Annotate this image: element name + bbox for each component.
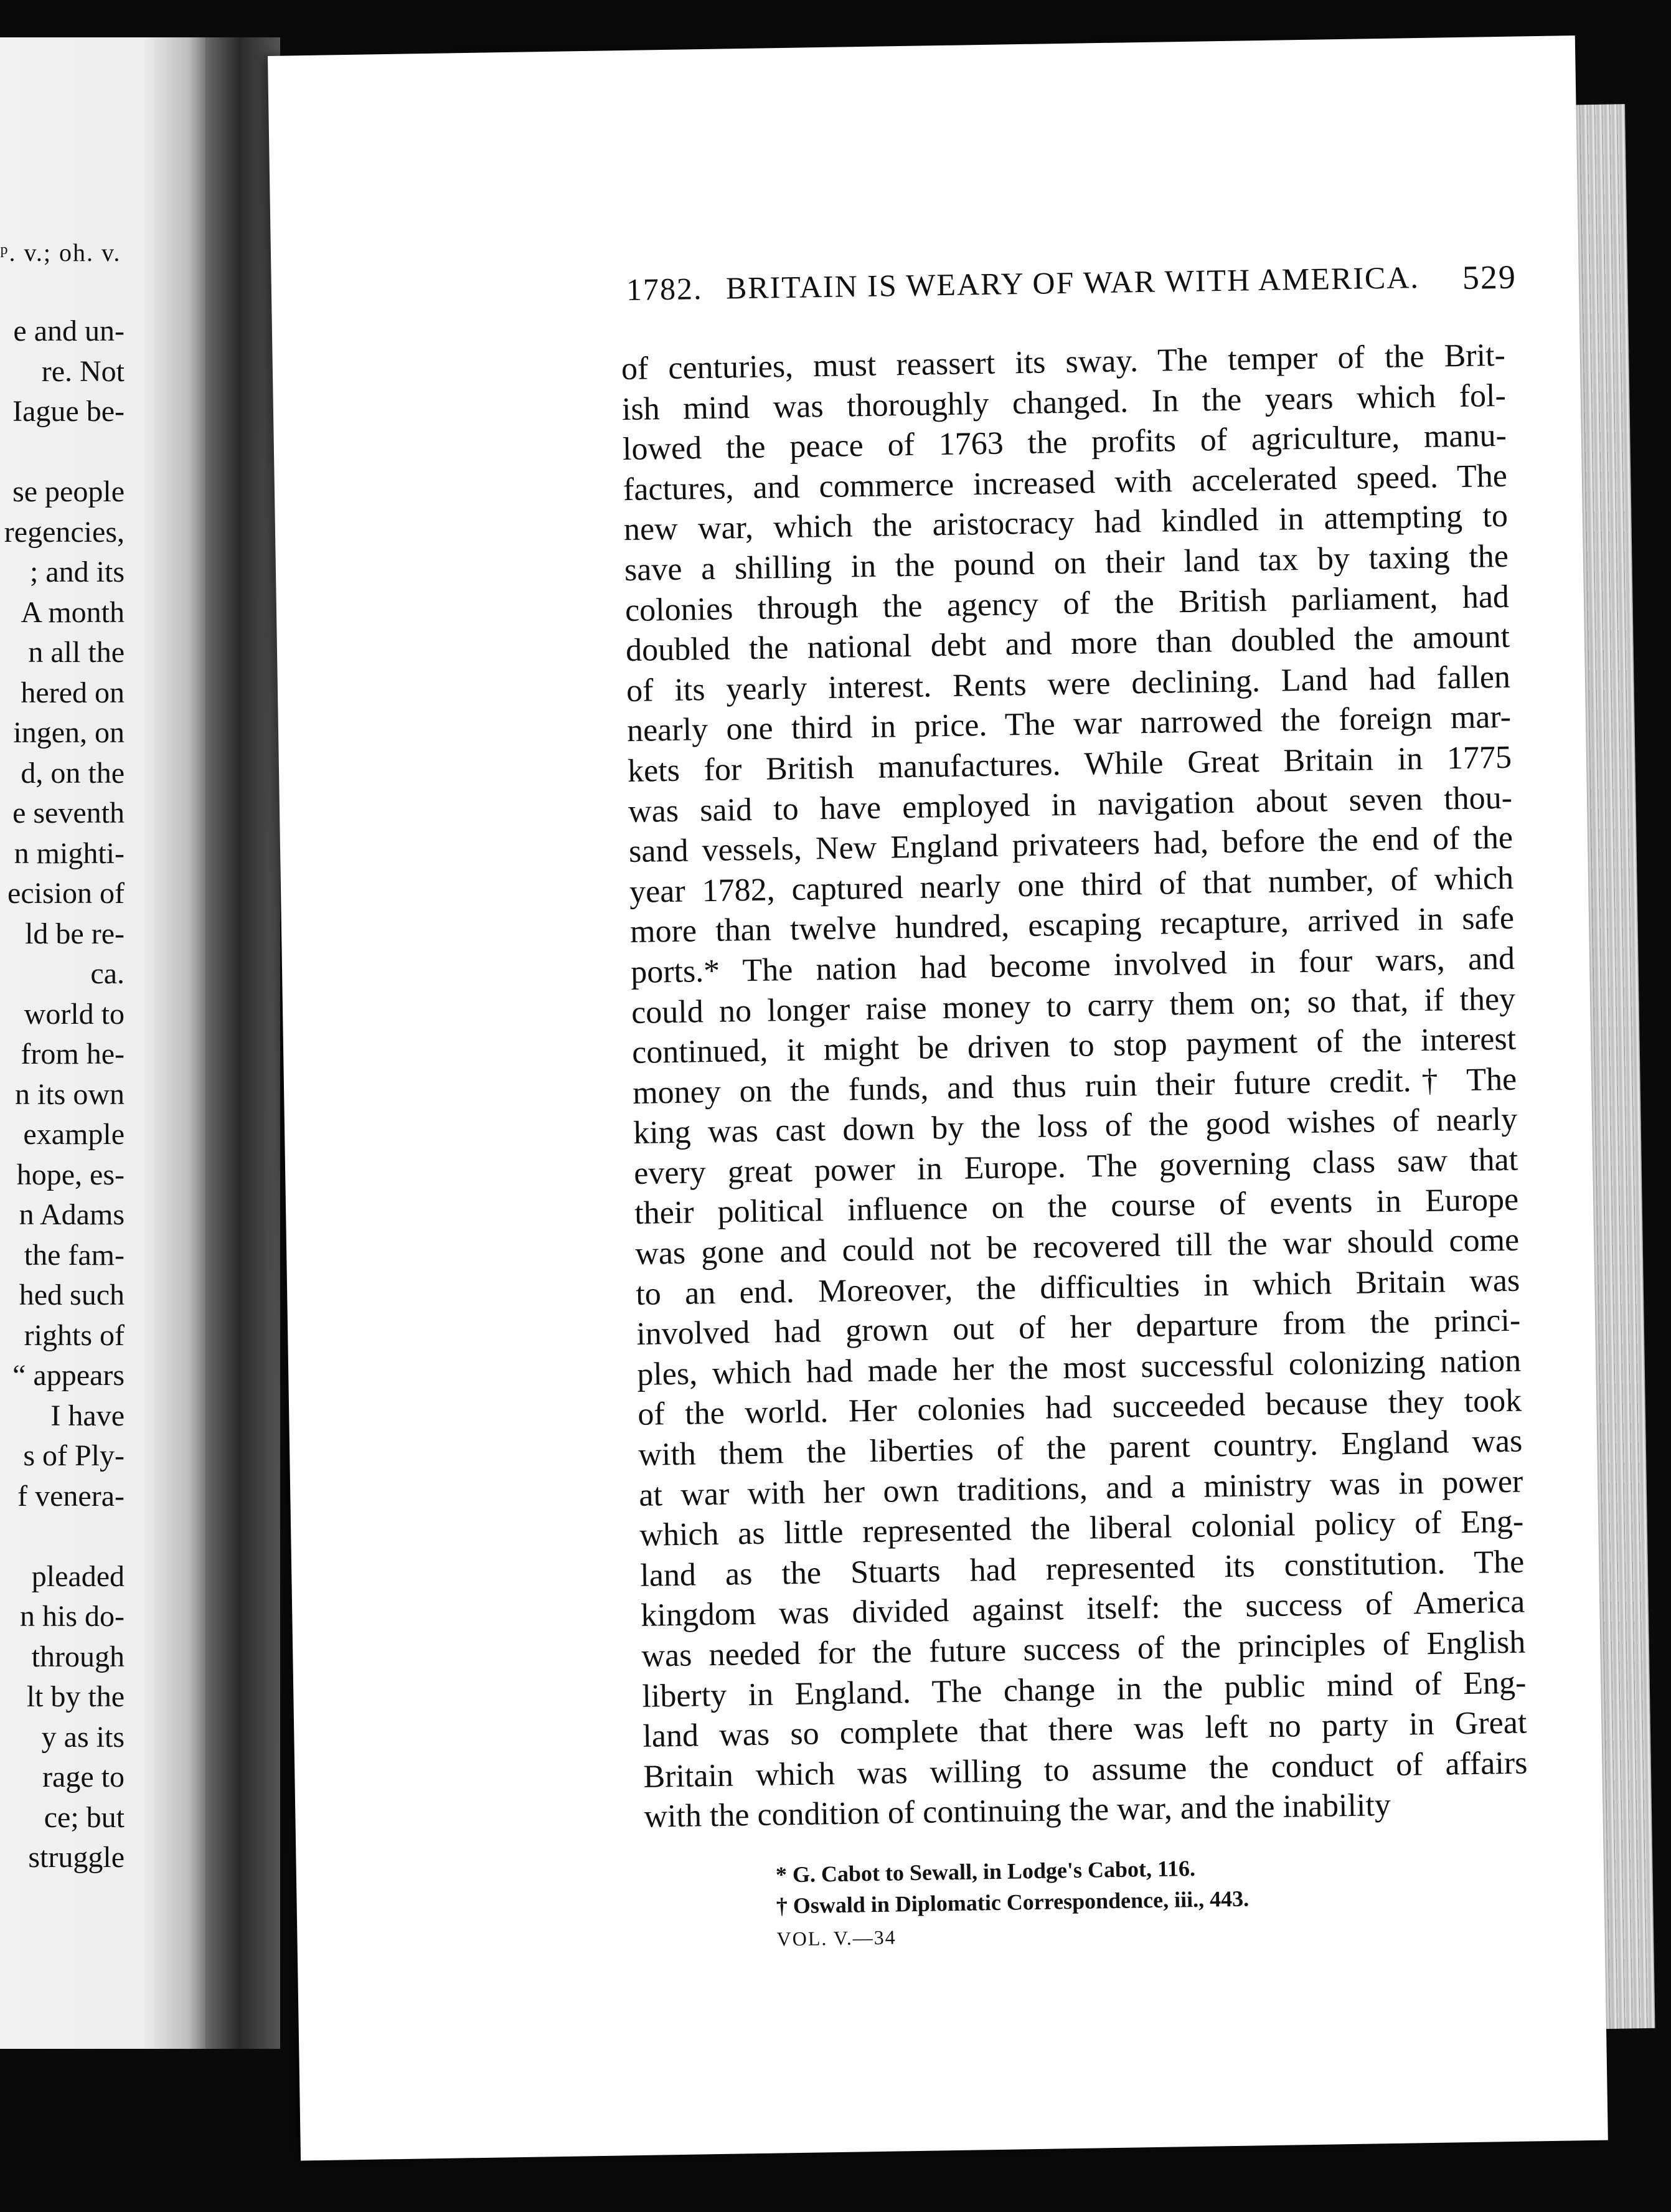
text-line: ish mind was thoroughly changed. In the years which fol-: [621, 377, 1507, 427]
text-line: with them the liberties of the parent country. England was: [638, 1423, 1523, 1473]
left-text-line: se people: [12, 475, 125, 508]
left-running-head: ᵖ. v.; oh. v.: [0, 239, 121, 267]
text-line: ples, which had made her the most successful colonizing nation: [636, 1343, 1522, 1392]
left-text-line: n its own: [14, 1077, 125, 1111]
left-text-line: A month: [21, 595, 125, 629]
left-page: [0, 37, 205, 2049]
left-text-line: hed such: [19, 1279, 125, 1312]
left-text-line: n Adams: [19, 1198, 125, 1231]
text-line: their political influence on the course of events in Europe: [634, 1182, 1519, 1232]
text-line: year 1782, captured nearly one third of that number, of which: [629, 860, 1514, 910]
left-text-line: s of Ply-: [23, 1439, 125, 1472]
left-text-line: pleaded: [31, 1559, 125, 1593]
left-text-line: through: [31, 1640, 125, 1673]
left-text-line: n mighti-: [14, 836, 125, 870]
text-line: was said to have employed in navigation about seven thou-: [628, 780, 1513, 830]
left-text-line: ld be re-: [25, 917, 125, 950]
text-line: involved had grown out of her departure from the princi-: [636, 1302, 1521, 1353]
text-line: Britain which was willing to assume the conduct of affairs: [643, 1745, 1528, 1795]
text-line: save a shilling in the pound on their land tax by taxing the: [624, 538, 1509, 588]
left-text-line: ca.: [90, 957, 125, 990]
running-head: [626, 258, 1517, 307]
left-text-line: rage to: [42, 1761, 125, 1794]
left-text-line: e and un-: [13, 314, 125, 347]
book-gutter: [205, 37, 280, 2049]
text-line: of centuries, must reassert its sway. The temper of the Brit-: [621, 337, 1506, 387]
left-text-line: y as its: [41, 1720, 125, 1754]
page-number: 529: [1462, 258, 1517, 296]
text-line: of its yearly interest. Rents were declining. Land had fallen: [626, 659, 1511, 709]
footnotes: [776, 1850, 1399, 1922]
left-text-line: re. Not: [41, 354, 125, 388]
text-line: colonies through the agency of the British parliament, had: [624, 579, 1510, 628]
left-text-line: [0, 1516, 125, 1557]
text-line: was needed for the future success of the principles of English: [641, 1624, 1526, 1674]
text-line: land was so complete that there was left no party in Great: [643, 1704, 1527, 1755]
left-text-line: [0, 432, 125, 473]
left-text-line: n his do-: [20, 1600, 125, 1633]
left-text-line: I have: [50, 1399, 125, 1432]
left-text-line: “ appears: [12, 1359, 125, 1392]
left-text-line: ; and its: [30, 555, 125, 588]
text-line: with the condition of continuing the war, and the inability: [644, 1787, 1391, 1835]
left-text-line: f venera-: [17, 1479, 125, 1513]
left-text-line: hope, es-: [16, 1158, 125, 1191]
text-line: nearly one third in price. The war narrowed the foreign mar-: [626, 699, 1512, 749]
text-line: sand vessels, New England privateers had, before the end of the: [628, 820, 1513, 870]
text-line: new war, which the aristocracy had kindled in attempting to: [623, 498, 1509, 548]
footnote: † Oswald in Diplomatic Correspondence, iii., 443.: [776, 1886, 1250, 1919]
text-line: ports.* The nation had become involved in four wars, and: [630, 940, 1515, 990]
text-line: kingdom was divided against itself: the success of America: [640, 1584, 1525, 1634]
running-head-title: BRITAIN IS WEARY OF WAR WITH AMERICA.: [725, 259, 1420, 306]
text-line: money on the funds, and thus ruin their future credit.† The: [632, 1061, 1517, 1111]
left-text-line: Iague be-: [12, 395, 125, 428]
text-line: at war with her own traditions, and a ministry was in power: [638, 1463, 1523, 1513]
signature-mark: VOL. V.—34: [776, 1926, 897, 1950]
text-line: to an end. Moreover, the difficulties in which Britain was: [635, 1262, 1520, 1312]
left-text-line: ecision of: [7, 877, 125, 910]
text-line: was gone and could not be recovered till the war should come: [634, 1222, 1520, 1272]
text-line: continued, it might be driven to stop payment of the interest: [631, 1021, 1517, 1071]
text-line: which as little represented the liberal colonial policy of Eng-: [639, 1503, 1524, 1554]
left-text-line: the fam-: [24, 1238, 125, 1272]
left-text-line: d, on the: [21, 756, 125, 790]
text-line: land as the Stuarts had represented its constitution. The: [639, 1544, 1525, 1594]
left-text-line: n all the: [28, 636, 125, 669]
text-line: could no longer raise money to carry them on; so that, if they: [631, 981, 1516, 1031]
text-line: kets for British manufactures. While Great Britain in 1775: [627, 739, 1512, 789]
body-text: [621, 336, 1528, 1838]
text-line: liberty in England. The change in the public mind of Eng-: [641, 1665, 1527, 1714]
running-head-year: 1782.: [626, 271, 703, 307]
left-text-line: ingen, on: [13, 716, 125, 749]
left-text-line: e seventh: [12, 796, 125, 830]
left-page-text: [0, 311, 125, 1878]
left-text-line: struggle: [28, 1841, 125, 1874]
left-text-line: regencies,: [4, 515, 125, 549]
text-line: factures, and commerce increased with accelerated speed. The: [623, 458, 1508, 508]
text-line: more than twelve hundred, escaping recapture, arrived in safe: [629, 900, 1515, 950]
left-text-line: lt by the: [26, 1680, 125, 1713]
footnote: * G. Cabot to Sewall, in Lodge's Cabot, 116.: [775, 1855, 1196, 1888]
left-text-line: from he-: [21, 1037, 125, 1071]
text-line: of the world. Her colonies had succeeded because they took: [637, 1383, 1522, 1433]
left-text-line: example: [23, 1118, 125, 1151]
text-line: lowed the peace of 1763 the profits of agriculture, manu-: [622, 418, 1507, 468]
text-line: every great power in Europe. The governing class saw that: [633, 1141, 1518, 1191]
left-text-line: ce; but: [44, 1800, 125, 1834]
text-line: king was cast down by the loss of the good wishes of nearly: [633, 1101, 1518, 1151]
text-line: doubled the national debt and more than doubled the amount: [625, 618, 1510, 669]
left-text-line: rights of: [24, 1318, 125, 1352]
left-text-line: world to: [24, 997, 125, 1031]
right-page: [268, 35, 1608, 2161]
left-text-line: hered on: [21, 676, 125, 709]
